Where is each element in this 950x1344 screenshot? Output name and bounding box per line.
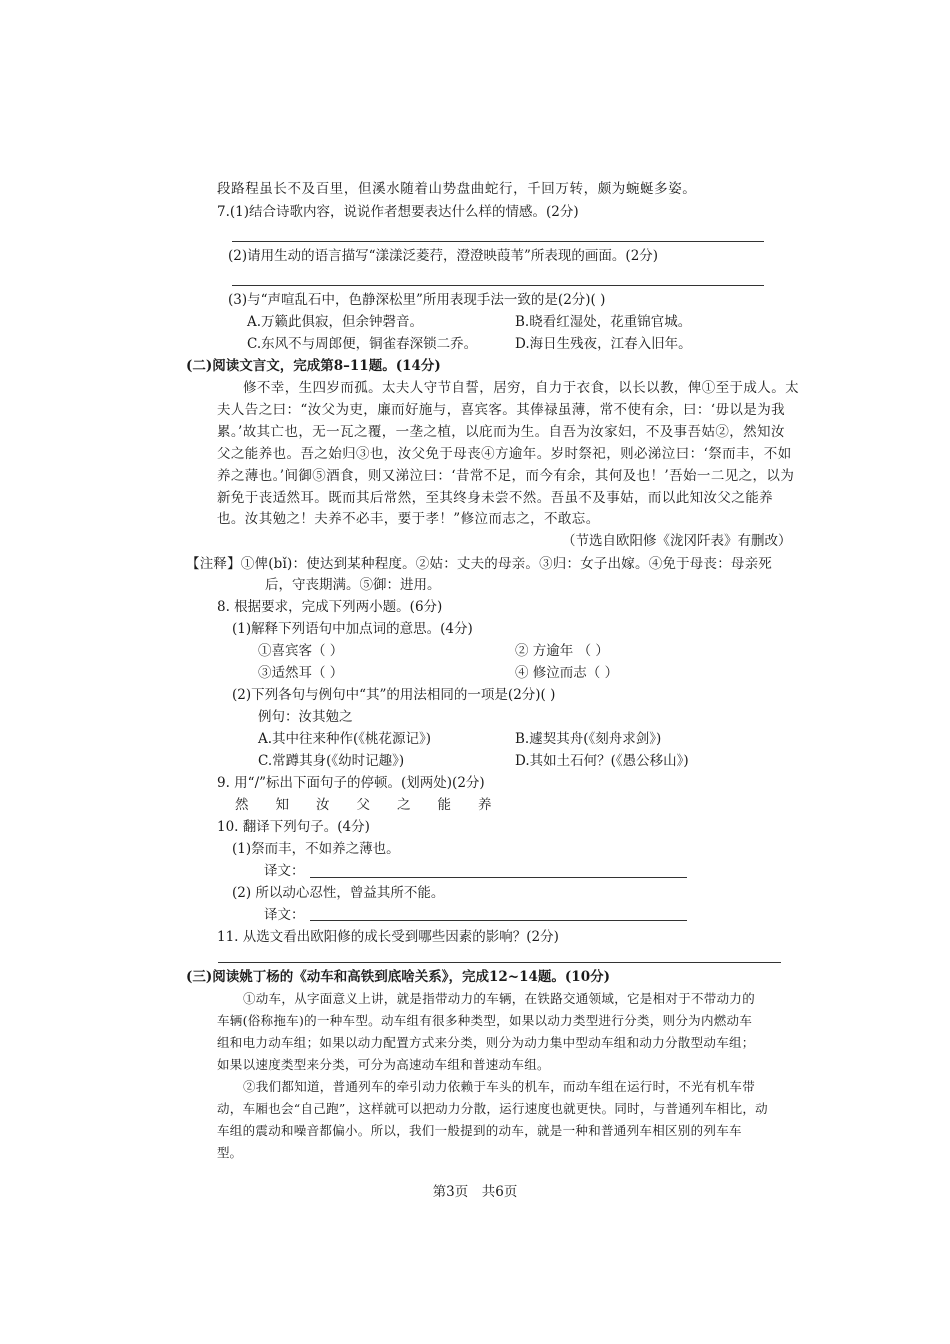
translation-label-2: 译文： bbox=[264, 907, 305, 923]
section-3-heading: (三)阅读姚丁杨的《动车和高铁到底啥关系》，完成12~14题。(10分) bbox=[186, 969, 610, 985]
article-line-7: 车组的震动和噪音都偏小。所以，我们一般提到的动车，就是一种和普通列车相区别的列车车 bbox=[217, 1123, 742, 1138]
passage-line-1: 修不幸，生四岁而孤。太夫人守节自誓，居穷，自力于衣食，以长以教，俾①至于成人。太 bbox=[243, 380, 799, 396]
answer-line-7-1[interactable] bbox=[232, 241, 764, 242]
passage-line-7: 也。汝其勉之！夫养不必丰，要于孝！”修泣而志之，不敢忘。 bbox=[217, 511, 600, 527]
annotation-line-2: 后，守丧期满。⑤御：进用。 bbox=[265, 577, 441, 593]
option-7-3-c: C.东风不与周郎便，铜雀春深锁二乔。 bbox=[247, 336, 478, 352]
passage-line-5: 养之薄也。’间御⑤酒食，则又涕泣曰：‘昔常不足，而今有余，其何及也！’吾始一二见之，以为 bbox=[217, 468, 795, 484]
article-line-6: 动，车厢也会“自己跑”，这样就可以把动力分散，运行速度也就更快。同时，与普通列车相比，动 bbox=[217, 1101, 768, 1116]
item-8-1-3: ③适然耳（ ） bbox=[258, 665, 344, 681]
option-8-2-b: B.遽契其舟(《刻舟求剑》) bbox=[515, 731, 662, 747]
option-7-3-b: B.晓看红湿处，花重锦官城。 bbox=[515, 314, 692, 330]
passage-line-2: 夫人告之曰：“汝父为吏，廉而好施与，喜宾客。其俸禄虽薄，常不使有余，曰：‘毋以是为我 bbox=[217, 402, 785, 418]
option-7-3-a: A.万籁此俱寂，但余钟磬音。 bbox=[247, 314, 424, 330]
article-line-8: 型。 bbox=[217, 1145, 243, 1160]
page-footer: 第3页 共6页 bbox=[432, 1184, 518, 1200]
option-8-2-c: C.常蹲其身(《幼时记趣》) bbox=[258, 753, 405, 769]
question-8-1: (1)解释下列语句中加点词的意思。(4分) bbox=[232, 621, 473, 637]
translation-line-1[interactable] bbox=[310, 877, 687, 878]
pause-sentence[interactable]: 然 知 汝 父 之 能 养 bbox=[235, 797, 492, 813]
example-sentence: 例句：汝其勉之 bbox=[258, 709, 353, 725]
article-line-3: 组和电力动车组；如果以动力配置方式来分类，则分为动力集中型动车组和动力分散型动车组； bbox=[217, 1035, 755, 1050]
translation-line-2[interactable] bbox=[310, 920, 687, 921]
poem-note-continuation: 段路程虽长不及百里，但溪水随着山势盘曲蛇行，千回万转，颇为蜿蜒多姿。 bbox=[217, 181, 697, 197]
answer-line-11[interactable] bbox=[218, 962, 781, 963]
option-8-2-a: A.其中往来种作(《桃花源记》) bbox=[258, 731, 432, 747]
option-8-2-d: D.其如土石何？(《愚公移山》) bbox=[515, 753, 689, 769]
article-line-2: 车辆(俗称拖车)的一种车型。动车组有很多种类型，如果以动力类型进行分类，则分为内燃动车 bbox=[217, 1013, 753, 1028]
annotation-line-1: 【注释】①俾(bǐ)：使达到某种程度。②姑：丈夫的母亲。③归：女子出嫁。④免于母丧：母亲死 bbox=[186, 556, 772, 572]
article-line-1: ①动车，从字面意义上讲，就是指带动力的车辆，在铁路交通领域，它是相对于不带动力的 bbox=[243, 991, 756, 1006]
translation-label-1: 译文： bbox=[264, 863, 305, 879]
question-8-2: (2)下列各句与例句中“其”的用法相同的一项是(2分)( ) bbox=[232, 687, 556, 703]
passage-source: （节选自欧阳修《泷冈阡表》有删改） bbox=[562, 533, 792, 549]
question-10-1: (1)祭而丰，不如养之薄也。 bbox=[232, 841, 400, 857]
item-8-1-2: ② 方逾年 （ ） bbox=[515, 643, 609, 659]
question-8: 8. 根据要求，完成下列两小题。(6分) bbox=[217, 599, 443, 615]
article-line-5: ②我们都知道，普通列车的牵引动力依赖于车头的机车，而动车组在运行时，不光有机车带 bbox=[243, 1079, 756, 1094]
question-7-3: (3)与“声喧乱石中，色静深松里”所用表现手法一致的是(2分)( ) bbox=[228, 292, 606, 308]
passage-line-4: 父之能养也。吾之始归③也，汝父免于母丧④方逾年。岁时祭祀，则必涕泣曰：‘祭而丰，不如 bbox=[217, 446, 792, 462]
item-8-1-4: ④ 修泣而志（ ） bbox=[515, 665, 619, 681]
question-7-2: (2)请用生动的语言描写“漾漾泛菱荇，澄澄映葭苇”所表现的画面。(2分) bbox=[228, 248, 659, 264]
passage-line-6: 新免于丧适然耳。既而其后常然，至其终身未尝不然。吾虽不及事姑，而以此知汝父之能养 bbox=[217, 490, 773, 506]
question-11: 11. 从选文看出欧阳修的成长受到哪些因素的影响？(2分) bbox=[217, 929, 559, 945]
article-line-4: 如果以速度类型来分类，可分为高速动车组和普速动车组。 bbox=[217, 1057, 550, 1072]
question-7-1: 7.(1)结合诗歌内容，说说作者想要表达什么样的情感。(2分) bbox=[217, 204, 579, 220]
question-10: 10. 翻译下列句子。(4分) bbox=[217, 819, 370, 835]
passage-line-3: 累。’故其亡也，无一瓦之覆，一垄之植，以庇而为生。自吾为汝家妇，不及事吾姑②，然知汝 bbox=[217, 424, 785, 440]
section-2-heading: (二)阅读文言文，完成第8–11题。(14分) bbox=[186, 358, 441, 374]
question-9: 9. 用“/”标出下面句子的停顿。(划两处)(2分) bbox=[217, 775, 485, 791]
item-8-1-1: ①喜宾客（ ） bbox=[258, 643, 344, 659]
option-7-3-d: D.海日生残夜，江春入旧年。 bbox=[515, 336, 692, 352]
answer-line-7-2[interactable] bbox=[232, 285, 764, 286]
question-10-2: (2) 所以动心忍性，曾益其所不能。 bbox=[232, 885, 445, 901]
